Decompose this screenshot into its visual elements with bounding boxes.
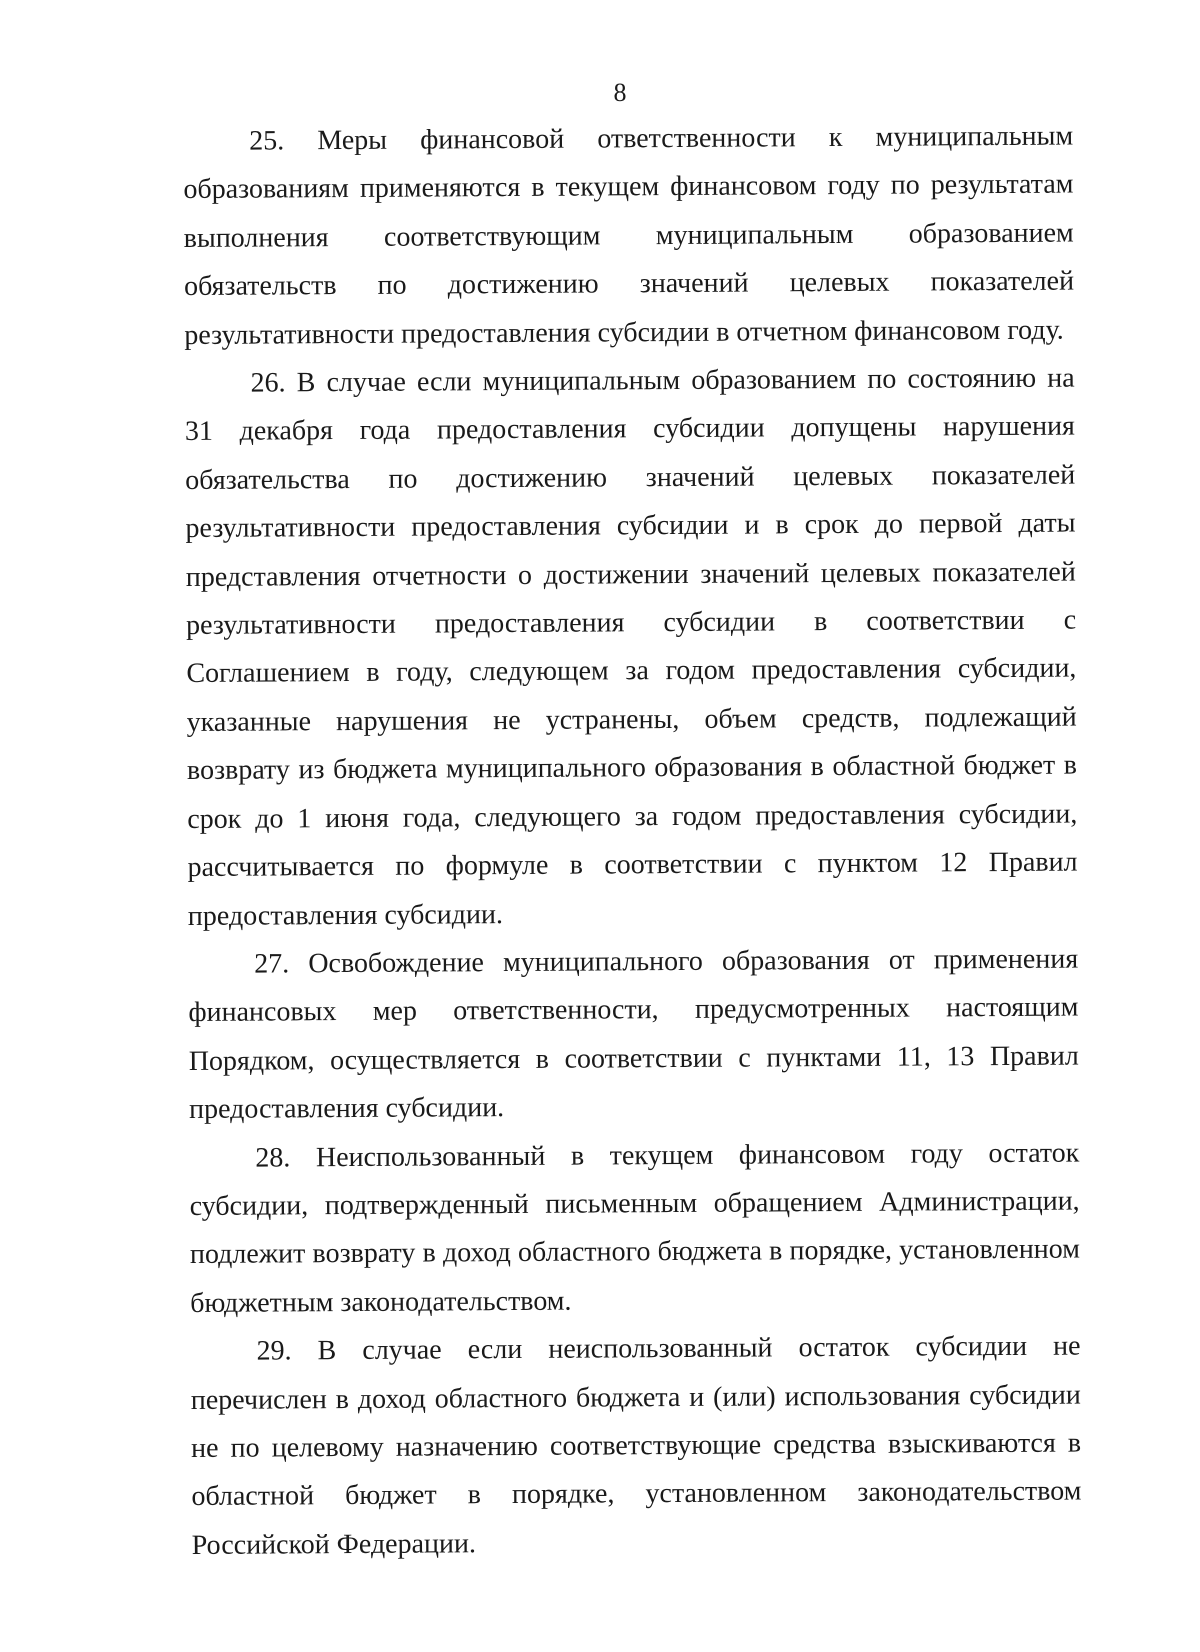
paragraph-26: 26. В случае если муниципальным образованием по состоянию на 31 декабря года предоставления субсидии допущены нарушения обязательства по достижению значений целевых показателей результативности предоставления субсидии и в срок до первой даты представления отчетности о достижении значений целевых показателей результативности предоставления субсидии в соответствии с Соглашением в году, следующем за годом предоставления субсидии, указанные нарушения не устранены, объем средств, подлежащий возврату из бюджета муниципального образования в областной бюджет в срок до 1 июня года, следующего за годом предоставления субсидии, рассчитывается по формуле в соответствии с пунктом 12 Правил предоставления субсидии. xyxy=(184,362,1078,932)
page-number: 8 xyxy=(613,78,627,107)
paragraph-25: 25. Меры финансовой ответственности к муниципальным образованиям применяются в текущем финансовом году по результатам выполнения соответствующим муниципальным образованием обязательств по достижению значений целевых показателей результативности предоставления субсидии в отчетном финансовом году. xyxy=(183,120,1075,351)
paragraph-27: 27. Освобождение муниципального образования от применения финансовых мер ответственности, предусмотренных настоящим Порядком, осуществляется в соответствии с пунктами 11, 13 Правил предоставления субсидии. xyxy=(188,943,1079,1126)
paragraph-28: 28. Неиспользованный в текущем финансовом году остаток субсидии, подтвержденный письменным обращением Администрации, подлежит возврату в доход областного бюджета в порядке, установленном бюджетным законодательством. xyxy=(189,1137,1081,1319)
paragraph-29: 29. В случае если неиспользованный остаток субсидии не перечислен в доход областного бюджета и (или) использования субсидии не по целевому назначению соответствующие средства взыскиваются в областной бюджет в порядке, установленном законодательством Российской Федерации. xyxy=(190,1330,1082,1561)
document-body xyxy=(183,113,1082,1571)
